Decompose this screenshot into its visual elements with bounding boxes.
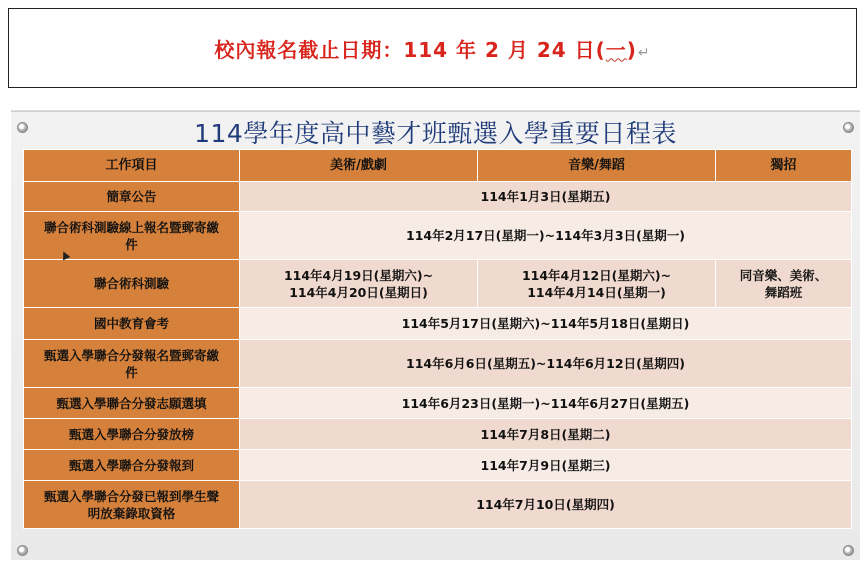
schedule-table bbox=[23, 149, 852, 529]
table-row bbox=[24, 182, 852, 212]
row-item: 甄選入學聯合分發報到 bbox=[24, 450, 240, 481]
table-row bbox=[24, 419, 852, 450]
row-date: 114年6月6日(星期五)~114年6月12日(星期四) bbox=[240, 340, 852, 388]
deadline-notice-box bbox=[8, 8, 857, 88]
row-item: 甄選入學聯合分發已報到學生聲明放棄錄取資格 bbox=[24, 481, 240, 529]
row-item: 聯合術科測驗線上報名暨郵寄繳件 bbox=[24, 212, 240, 260]
row-date-art bbox=[240, 260, 478, 308]
header-art-drama: 美術/戲劇 bbox=[240, 150, 478, 182]
row-date-independent bbox=[716, 260, 852, 308]
table-row bbox=[24, 308, 852, 340]
table-row bbox=[24, 450, 852, 481]
table-row bbox=[24, 481, 852, 529]
table-row bbox=[24, 260, 852, 308]
row-date: 114年5月17日(星期六)~114年5月18日(星期日) bbox=[240, 308, 852, 340]
independent-note-line2: 舞蹈班 bbox=[764, 284, 803, 300]
schedule-panel bbox=[11, 111, 860, 560]
row-item: 甄選入學聯合分發放榜 bbox=[24, 419, 240, 450]
table-header-row bbox=[24, 150, 852, 182]
row-date: 114年7月9日(星期三) bbox=[240, 450, 852, 481]
row-item: 聯合術科測驗 bbox=[24, 260, 240, 308]
deadline-notice-weekday: 一 bbox=[605, 37, 627, 62]
header-music-dance: 音樂/舞蹈 bbox=[478, 150, 716, 182]
table-row bbox=[24, 340, 852, 388]
art-date-end: 114年4月20日(星期日) bbox=[289, 284, 428, 300]
header-work-item: 工作項目 bbox=[24, 150, 240, 182]
row-item: 甄選入學聯合分發志願選填 bbox=[24, 388, 240, 419]
deadline-notice-main: 校內報名截止日期：114 年 2 月 24 日( bbox=[214, 37, 606, 62]
header-independent: 獨招 bbox=[716, 150, 852, 182]
row-date: 114年1月3日(星期五) bbox=[240, 182, 852, 212]
table-row bbox=[24, 212, 852, 260]
independent-note-line1: 同音樂、美術、 bbox=[739, 267, 828, 283]
row-date: 114年7月10日(星期四) bbox=[240, 481, 852, 529]
table-row bbox=[24, 388, 852, 419]
screw-icon bbox=[843, 545, 854, 556]
art-date-start: 114年4月19日(星期六)~ bbox=[283, 267, 434, 283]
row-item: 簡章公告 bbox=[24, 182, 240, 212]
music-date-end: 114年4月14日(星期一) bbox=[527, 284, 666, 300]
paragraph-mark-icon: ↵ bbox=[637, 44, 651, 61]
row-date: 114年2月17日(星期一)~114年3月3日(星期一) bbox=[240, 212, 852, 260]
screw-icon bbox=[17, 545, 28, 556]
row-date-music bbox=[478, 260, 716, 308]
row-item: 國中教育會考 bbox=[24, 308, 240, 340]
row-date: 114年6月23日(星期一)~114年6月27日(星期五) bbox=[240, 388, 852, 419]
row-date: 114年7月8日(星期二) bbox=[240, 419, 852, 450]
row-item: 甄選入學聯合分發報名暨郵寄繳件 bbox=[24, 340, 240, 388]
schedule-title: 114學年度高中藝才班甄選入學重要日程表 bbox=[194, 119, 677, 148]
music-date-start: 114年4月12日(星期六)~ bbox=[521, 267, 672, 283]
deadline-notice-text bbox=[214, 34, 650, 63]
deadline-notice-close-paren: ) bbox=[626, 37, 637, 62]
